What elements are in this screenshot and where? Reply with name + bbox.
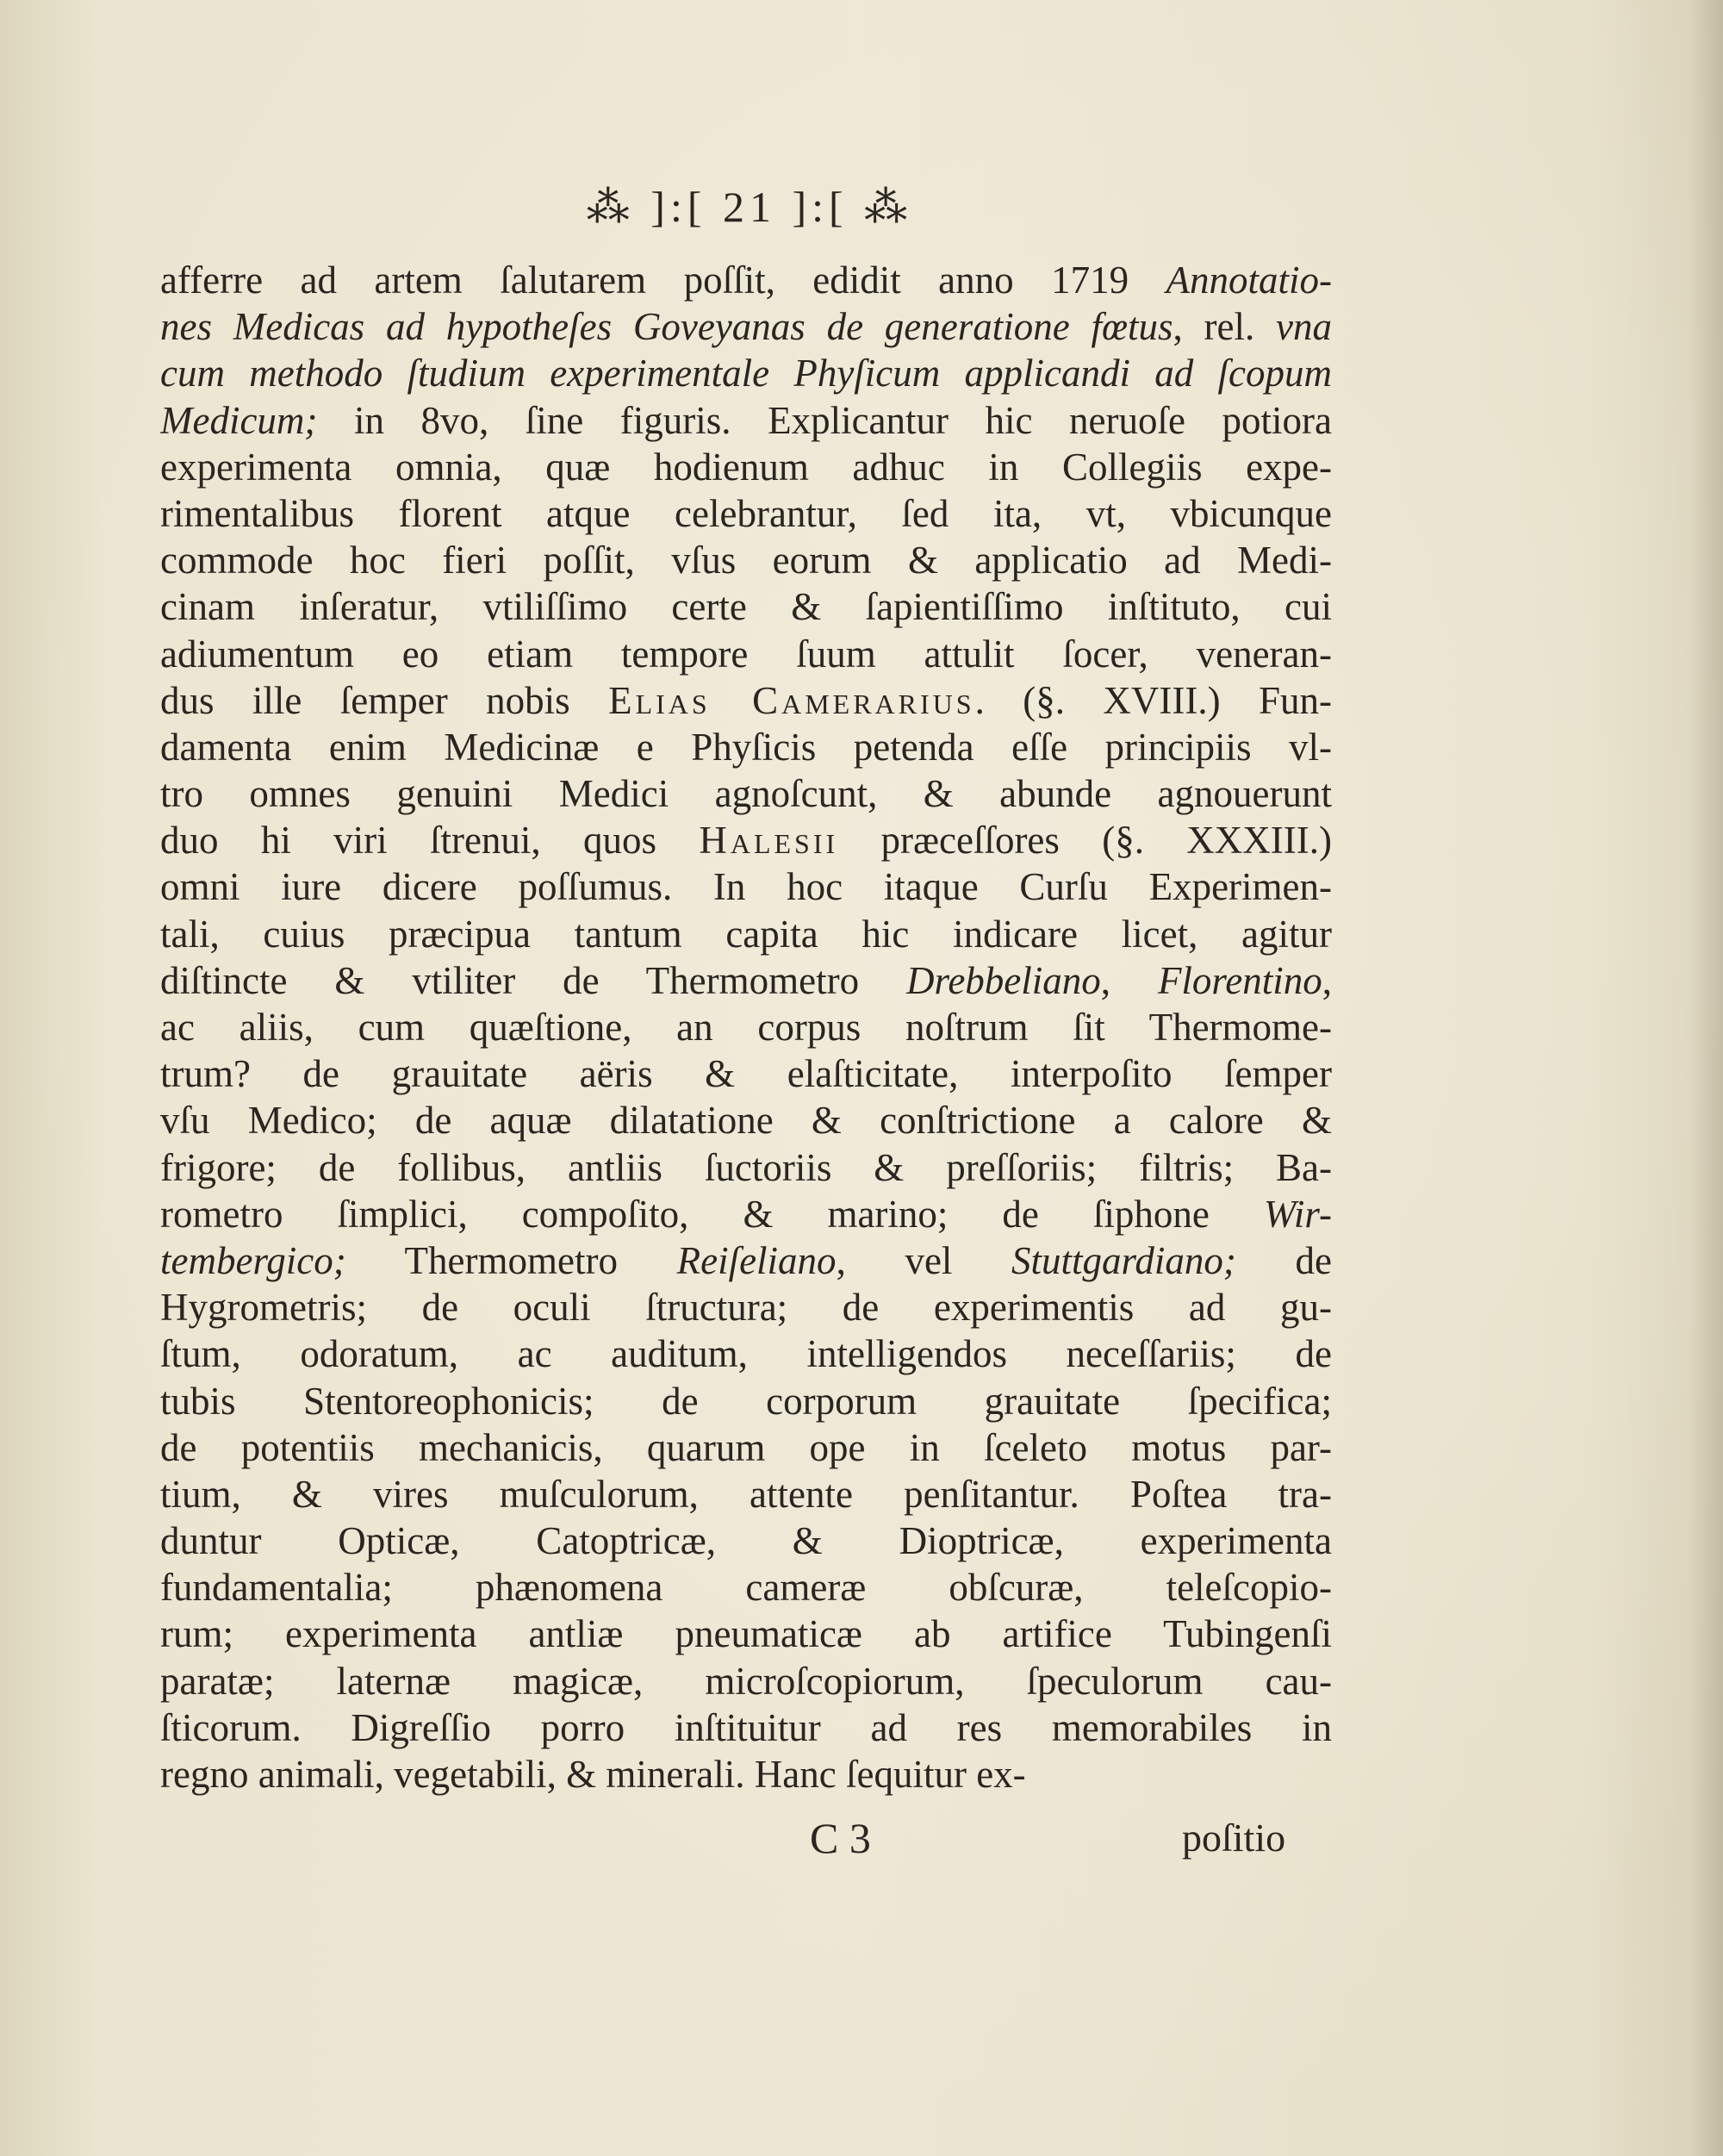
italic-phrase: tembergico; — [160, 1238, 346, 1282]
text-run: ſtum, odoratum, ac auditum, intelligendos neceſſariis; de — [160, 1332, 1332, 1376]
text-line — [160, 1050, 1332, 1097]
text-run: tium, & vires muſculorum, attente penſitantur. Poſtea tra- — [160, 1472, 1332, 1516]
italic-phrase: vna — [1276, 305, 1332, 349]
text-line — [160, 583, 1332, 630]
italic-phrase: Annotatio- — [1166, 259, 1332, 302]
text-run: regno animali, vegetabili, & minerali. Hanc ſequitur ex- — [160, 1753, 1026, 1796]
italic-phrase: cum methodo ſtudium experimentale Phyſicum applicandi ad ſcopum — [160, 352, 1332, 396]
text-run: fundamentalia; phænomena cameræ obſcuræ, teleſcopio- — [160, 1566, 1332, 1610]
text-run: dus ille ſemper nobis — [160, 678, 609, 722]
italic-phrase: Reiſeliano — [676, 1238, 837, 1282]
text-line — [160, 677, 1332, 724]
text-run: afferre ad artem ſalutarem poſſit, edidit anno 1719 — [160, 259, 1166, 302]
text-run: , — [1100, 958, 1158, 1002]
italic-phrase: nes Medicas ad hypotheſes Goveyanas de generatione fœtus — [160, 305, 1173, 349]
text-run: cinam inſeratur, vtiliſſimo certe & ſapientiſſimo inſtituto, cui — [160, 585, 1332, 629]
text-line — [160, 911, 1332, 957]
text-run: ac aliis, cum quæſtione, an corpus noſtrum ſit Thermome- — [160, 1006, 1332, 1049]
text-run: omni iure dicere poſſumus. In hoc itaque Curſu Experimen- — [160, 865, 1332, 909]
italic-phrase: Wir- — [1263, 1192, 1332, 1236]
text-run: tubis Stentoreophonicis; de corporum grauitate ſpecifica; — [160, 1379, 1332, 1423]
text-run: frigore; de follibus, antliis ſuctoriis & preſſoriis; filtris; Ba- — [160, 1145, 1332, 1189]
text-run: , — [1322, 958, 1332, 1002]
text-run: experimenta omnia, quæ hodienum adhuc in Collegiis expe- — [160, 445, 1332, 489]
text-line — [160, 397, 1332, 444]
text-run: tali, cuius præcipua tantum capita hic indicare licet, agitur — [160, 912, 1332, 956]
text-line — [160, 1144, 1332, 1191]
text-run: damenta enim Medicinæ e Phyſicis petenda eſſe principiis vl- — [160, 725, 1332, 769]
text-line — [160, 1284, 1332, 1330]
text-line — [160, 444, 1332, 490]
text-line — [160, 631, 1332, 677]
text-line — [160, 1658, 1332, 1704]
text-run: in 8vo, ſine figuris. Explicantur hic neruoſe potiora — [317, 398, 1332, 442]
text-run: commode hoc fieri poſſit, vſus eorum & applicatio ad Medi- — [160, 539, 1332, 583]
text-run: , vel — [836, 1238, 1012, 1282]
text-run: rometro ſimplici, compoſito, & marino; de ſiphone — [160, 1192, 1264, 1236]
text-line — [160, 1191, 1332, 1237]
text-run: paratæ; laternæ magicæ, microſcopiorum, ſpeculorum cau- — [160, 1659, 1332, 1703]
text-run: rum; experimenta antliæ pneumaticæ ab artifice Tubingenſi — [160, 1612, 1332, 1656]
small-caps-name: Elias Camerarius — [608, 678, 975, 722]
text-run: . (§. XVIII.) Fun- — [974, 678, 1332, 722]
text-run: de potentiis mechanicis, quarum ope in ſceleto motus par- — [160, 1425, 1332, 1469]
text-run: vſu Medico; de aquæ dilatatione & conſtrictione a calore & — [160, 1099, 1332, 1143]
small-caps-name: Halesii — [699, 819, 839, 863]
text-line — [160, 1704, 1332, 1751]
text-run: trum? de grauitate aëris & elaſticitate, interpoſito ſemper — [160, 1052, 1332, 1096]
text-run: duo hi viri ſtrenui, quos — [160, 819, 700, 863]
text-line — [160, 1004, 1332, 1050]
text-run: Hygrometris; de oculi ſtructura; de experimentis ad gu- — [160, 1286, 1332, 1330]
text-run: de — [1235, 1238, 1332, 1282]
text-run: , rel. — [1173, 305, 1277, 349]
text-run: tro omnes genuini Medici agnoſcunt, & abunde agnouerunt — [160, 772, 1332, 816]
text-run: præceſſores (§. XXXIII.) — [838, 819, 1332, 863]
signature-mark: C 3 — [810, 1814, 871, 1862]
text-run: rimentalibus florent atque celebrantur, ſed ita, vt, vbicunque — [160, 491, 1332, 535]
text-line — [160, 1751, 1332, 1798]
catchword: poſitio — [1182, 1816, 1286, 1860]
text-line — [160, 1471, 1332, 1517]
text-line — [160, 817, 1332, 863]
text-line — [160, 770, 1332, 817]
text-line — [160, 1237, 1332, 1284]
text-line — [160, 257, 1332, 303]
text-run: Thermometro — [345, 1238, 677, 1282]
text-line — [160, 1611, 1332, 1657]
italic-phrase: Florentino — [1157, 958, 1322, 1002]
text-line — [160, 303, 1332, 350]
text-run: duntur Opticæ, Catoptricæ, & Dioptricæ, experimenta — [160, 1519, 1332, 1563]
text-line — [160, 537, 1332, 583]
text-run: adiumentum eo etiam tempore ſuum attulit ſocer, veneran- — [160, 632, 1332, 676]
text-run: ſticorum. Digreſſio porro inſtituitur ad res memorabiles in — [160, 1705, 1332, 1749]
text-line — [160, 1378, 1332, 1424]
text-line — [160, 724, 1332, 770]
text-line — [160, 863, 1332, 910]
body-text — [160, 257, 1332, 1798]
text-line — [160, 957, 1332, 1004]
text-run: diſtincte & vtiliter de Thermometro — [160, 958, 906, 1002]
text-line — [160, 490, 1332, 537]
text-line — [160, 1564, 1332, 1611]
italic-phrase: Medicum; — [160, 398, 318, 442]
page-edge-shadow — [1689, 0, 1723, 2156]
text-line — [160, 350, 1332, 396]
running-header: ⁂ ]:[ 21 ]:[ ⁂ — [586, 183, 913, 231]
text-line — [160, 1330, 1332, 1377]
italic-phrase: Drebbeliano — [905, 958, 1101, 1002]
text-line — [160, 1424, 1332, 1471]
text-line — [160, 1097, 1332, 1143]
italic-phrase: Stuttgardiano; — [1011, 1238, 1236, 1282]
text-line — [160, 1517, 1332, 1564]
